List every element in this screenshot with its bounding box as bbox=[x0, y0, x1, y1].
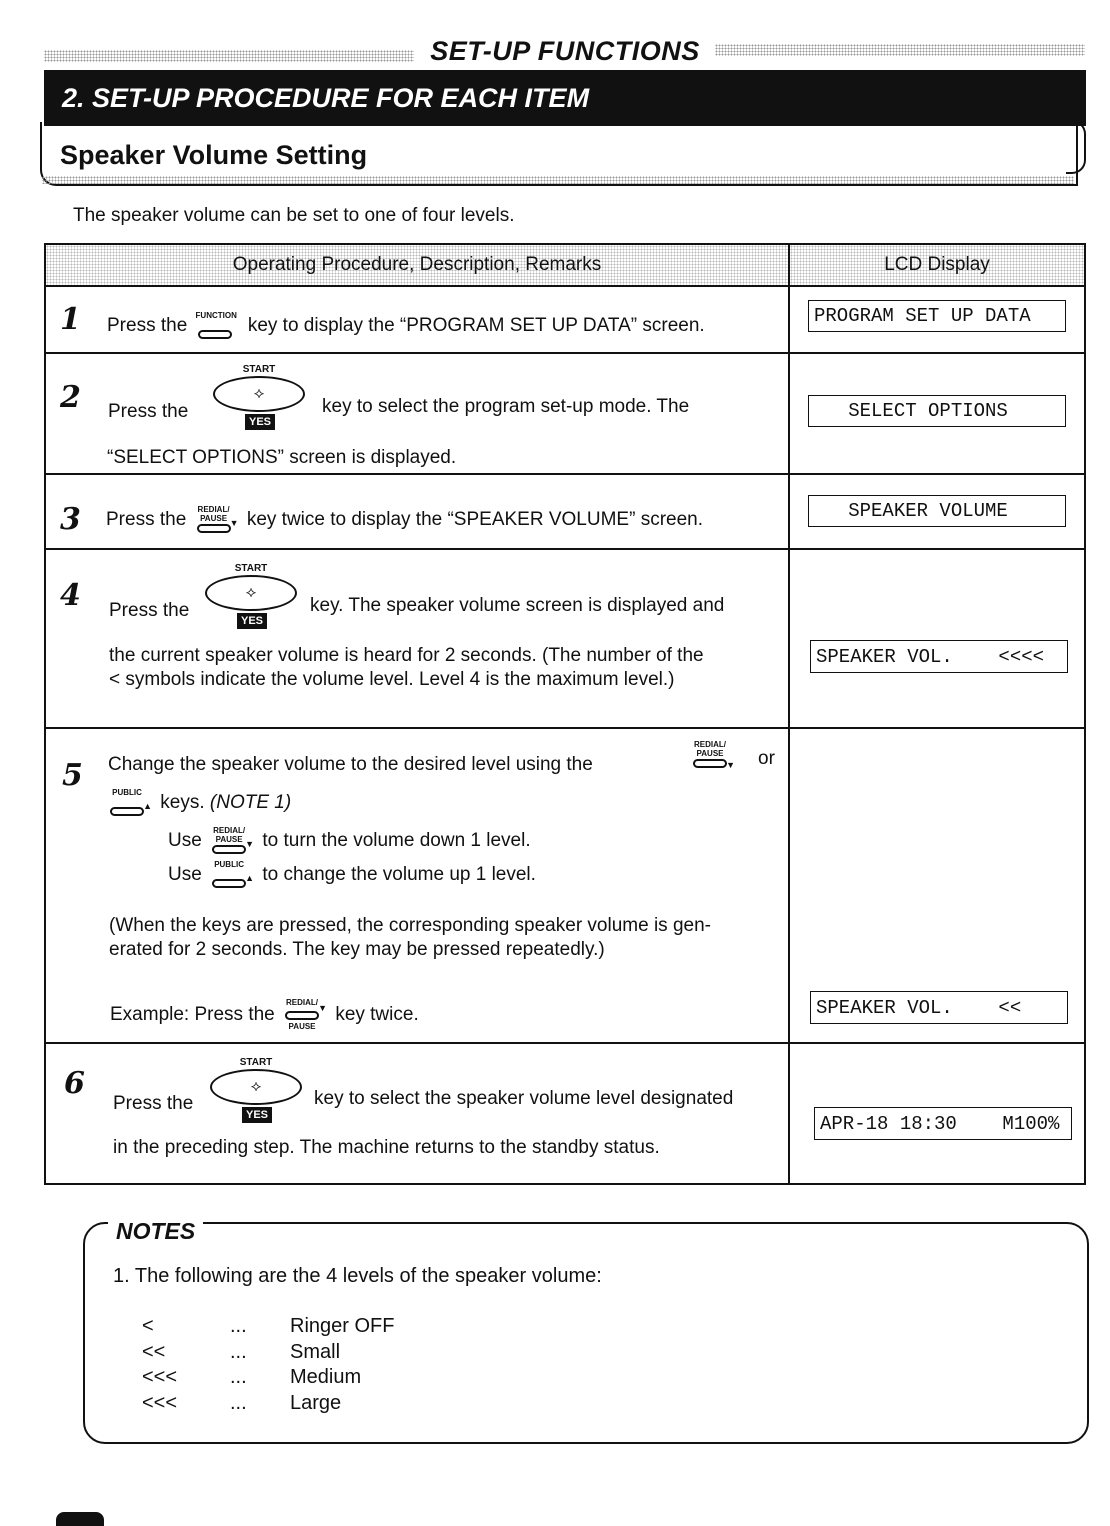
redial-pause-key-icon bbox=[195, 505, 239, 535]
table-row-divider bbox=[44, 352, 1086, 354]
step-5-or: or bbox=[758, 748, 775, 769]
yes-badge: YES bbox=[237, 613, 267, 629]
redial-pause-key-icon bbox=[283, 998, 327, 1032]
start-key-oval bbox=[213, 376, 305, 412]
yes-badge: YES bbox=[245, 414, 275, 430]
down-arrow-icon: ▼ bbox=[318, 1003, 328, 1013]
step-6-pre: Press the bbox=[113, 1093, 194, 1114]
lcd-display: SELECT OPTIONS bbox=[808, 395, 1066, 427]
start-key-caption: START bbox=[239, 1057, 273, 1068]
level-ellipsis: ... bbox=[230, 1366, 247, 1388]
page-tab-marker bbox=[56, 1512, 104, 1526]
public-key-icon bbox=[108, 788, 152, 818]
step-2-pre: Press the bbox=[108, 401, 189, 422]
lcd-display: SPEAKER VOL. <<<< bbox=[810, 640, 1068, 673]
start-key-icon bbox=[209, 364, 309, 436]
table-header-procedure: Operating Procedure, Description, Remarks bbox=[46, 245, 788, 285]
lcd-display: APR-18 18:30 M100% bbox=[814, 1107, 1072, 1140]
step-5-use-down bbox=[168, 826, 531, 856]
level-label: Medium bbox=[290, 1366, 362, 1388]
use-down-text: to turn the volume down 1 level. bbox=[262, 830, 531, 852]
start-symbol-icon: ⟡ bbox=[245, 584, 257, 601]
table-header-lcd: LCD Display bbox=[790, 245, 1084, 285]
start-key-oval bbox=[205, 575, 297, 611]
start-key-oval bbox=[210, 1069, 302, 1105]
redial-label: REDIAL/ bbox=[286, 998, 319, 1007]
function-key-icon bbox=[196, 311, 240, 341]
step-number: 1 bbox=[60, 302, 81, 337]
example-post: key twice. bbox=[335, 1004, 419, 1026]
step-5-example bbox=[110, 998, 419, 1032]
step-4-pre: Press the bbox=[109, 600, 190, 621]
start-key-icon bbox=[201, 563, 301, 635]
use-label: Use bbox=[168, 864, 202, 886]
lcd-display: SPEAKER VOL. << bbox=[810, 991, 1068, 1024]
intro-text: The speaker volume can be set to one of four levels. bbox=[73, 205, 515, 226]
level-ellipsis: ... bbox=[230, 1315, 247, 1337]
header-rule-right bbox=[715, 44, 1085, 56]
start-symbol-icon: ⟡ bbox=[250, 1078, 262, 1095]
public-key-icon bbox=[210, 860, 254, 890]
section-heading bbox=[44, 70, 1086, 126]
step-1-text bbox=[107, 311, 705, 341]
lcd-display: PROGRAM SET UP DATA bbox=[808, 300, 1066, 332]
note-item-1: 1. The following are the 4 levels of the speaker volume: bbox=[113, 1265, 602, 1287]
redial-pause-key-icon bbox=[691, 740, 735, 770]
redial-pause-label: REDIAL/ PAUSE bbox=[197, 505, 230, 523]
title-box-corner bbox=[1066, 120, 1086, 174]
start-key-caption: START bbox=[234, 563, 268, 574]
step-6-line2: in the preceding step. The machine returns to the standby status. bbox=[113, 1137, 660, 1158]
key-pill bbox=[110, 807, 144, 816]
key-pill bbox=[212, 845, 246, 854]
step-number: 3 bbox=[60, 502, 81, 537]
redial-pause-label: REDIAL/ PAUSE bbox=[694, 740, 726, 758]
step-5-para1: (When the keys are pressed, the corresponding speaker volume is gen- bbox=[109, 915, 711, 936]
redial-pause-key-icon bbox=[210, 826, 254, 856]
step-2-line2: “SELECT OPTIONS” screen is displayed. bbox=[107, 447, 457, 468]
step-5-use-up bbox=[168, 860, 536, 890]
step-number: 5 bbox=[62, 758, 83, 793]
public-label: PUBLIC bbox=[112, 788, 142, 797]
level-label: Ringer OFF bbox=[290, 1315, 395, 1337]
level-label: Large bbox=[290, 1392, 342, 1414]
step-number: 6 bbox=[64, 1066, 85, 1101]
up-arrow-icon: ▲ bbox=[245, 873, 255, 883]
step-5-keys-line bbox=[108, 788, 291, 818]
table-row-divider bbox=[44, 285, 1086, 287]
key-pill bbox=[693, 759, 727, 768]
use-up-text: to change the volume up 1 level. bbox=[262, 864, 536, 886]
pause-label: PAUSE bbox=[288, 1022, 316, 1031]
step-3-post: key twice to display the “SPEAKER VOLUME” screen. bbox=[246, 509, 703, 531]
up-arrow-icon: ▲ bbox=[143, 801, 152, 811]
start-symbol-icon: ⟡ bbox=[253, 385, 265, 402]
key-pill bbox=[212, 879, 246, 888]
step-5-para2: erated for 2 seconds. The key may be pressed repeatedly.) bbox=[109, 939, 605, 960]
step-4-line2: the current speaker volume is heard for 2 seconds. (The number of the bbox=[109, 645, 704, 666]
level-ellipsis: ... bbox=[230, 1392, 247, 1414]
title-underline-dots bbox=[42, 176, 1074, 184]
step-1-post: key to display the “PROGRAM SET UP DATA” screen. bbox=[247, 315, 705, 337]
level-symbol: < bbox=[142, 1315, 154, 1337]
level-label: Small bbox=[290, 1341, 341, 1363]
step-6-post: key to select the speaker volume level designated bbox=[314, 1088, 734, 1109]
key-pill bbox=[198, 330, 232, 339]
example-pre: Example: Press the bbox=[110, 1004, 275, 1026]
redial-pause-label: REDIAL/ PAUSE bbox=[213, 826, 246, 844]
lcd-display: SPEAKER VOLUME bbox=[808, 495, 1066, 527]
key-pill bbox=[285, 1011, 319, 1020]
step-1-pre: Press the bbox=[107, 315, 188, 337]
down-arrow-icon: ▼ bbox=[245, 839, 255, 849]
start-key-icon bbox=[206, 1057, 306, 1129]
use-label: Use bbox=[168, 830, 202, 852]
step-3-pre: Press the bbox=[106, 509, 187, 531]
step-4-post: key. The speaker volume screen is displayed and bbox=[310, 595, 725, 616]
level-symbol: <<< bbox=[142, 1392, 178, 1414]
table-row-divider bbox=[44, 548, 1086, 550]
function-key-label: FUNCTION bbox=[195, 311, 237, 320]
chapter-title: SET-UP FUNCTIONS bbox=[430, 36, 700, 66]
down-arrow-icon: ▼ bbox=[726, 760, 735, 770]
level-ellipsis: ... bbox=[230, 1341, 247, 1363]
step-number: 2 bbox=[60, 380, 81, 415]
step-5-line1: Change the speaker volume to the desired level using the bbox=[108, 754, 593, 775]
table-row-divider bbox=[44, 1042, 1086, 1044]
step-4-line3: < symbols indicate the volume level. Level 4 is the maximum level.) bbox=[109, 669, 675, 690]
step-number: 4 bbox=[60, 578, 81, 613]
key-pill bbox=[197, 524, 231, 533]
page-title: Speaker Volume Setting bbox=[60, 140, 368, 170]
down-arrow-icon: ▼ bbox=[229, 518, 239, 528]
step-5-keys-text: keys. bbox=[160, 792, 205, 814]
table-row-divider bbox=[44, 473, 1086, 475]
level-symbol: <<< bbox=[142, 1366, 178, 1388]
note-reference: (NOTE 1) bbox=[209, 792, 292, 814]
header-rule-left bbox=[44, 50, 414, 62]
section-heading-text: 2. SET-UP PROCEDURE FOR EACH ITEM bbox=[62, 82, 590, 113]
table-row-divider bbox=[44, 727, 1086, 729]
start-key-caption: START bbox=[242, 364, 276, 375]
public-label: PUBLIC bbox=[214, 860, 244, 869]
level-symbol: << bbox=[142, 1341, 166, 1363]
step-2-post: key to select the program set-up mode. The bbox=[322, 396, 690, 417]
step-3-text bbox=[106, 505, 703, 535]
notes-title: NOTES bbox=[108, 1218, 203, 1245]
yes-badge: YES bbox=[242, 1107, 272, 1123]
